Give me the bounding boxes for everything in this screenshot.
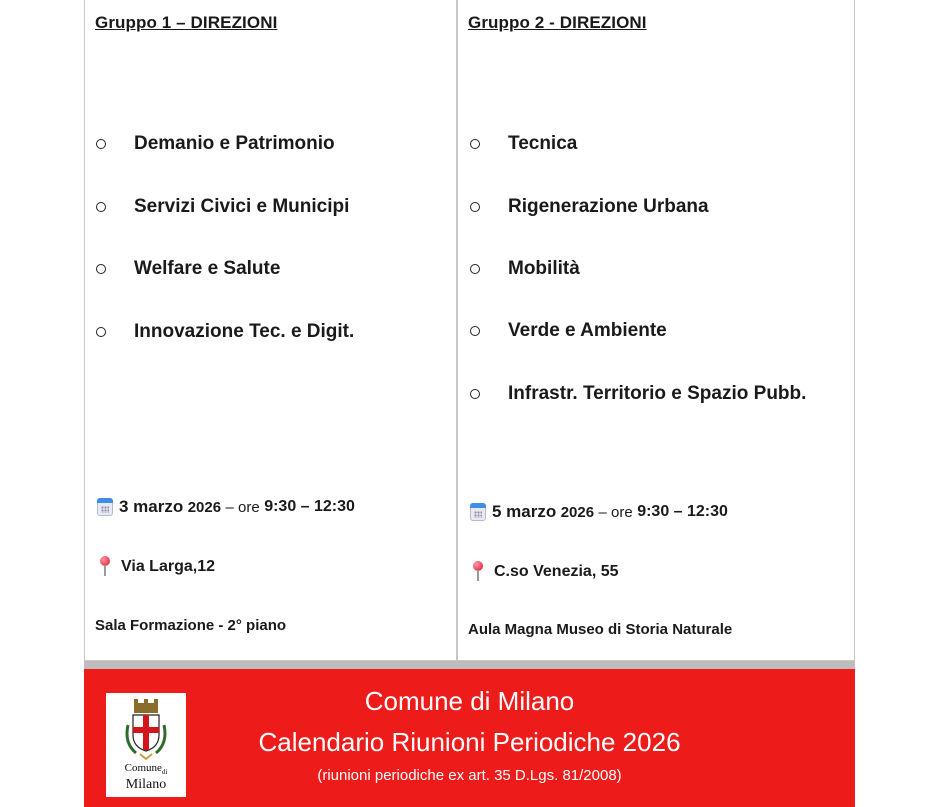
group2-item-label: Verde e Ambiente — [508, 320, 667, 341]
location-pin-icon — [470, 561, 486, 583]
group2-item-label: Rigenerazione Urbana — [508, 196, 709, 217]
group1-date: 3 marzo — [119, 497, 184, 516]
banner-note: (riunioni periodiche ex art. 35 D.Lgs. 81/2008) — [317, 767, 622, 784]
group2-date-line — [470, 502, 728, 522]
group1-item-label: Demanio e Patrimonio — [134, 133, 335, 154]
footer-banner — [84, 669, 855, 807]
location-pin-icon — [97, 556, 113, 578]
group2-year: 2026 — [560, 503, 595, 521]
group2-item — [470, 382, 806, 406]
group2-time-prefix: – ore — [598, 503, 633, 521]
logo-text-milano: Milano — [125, 777, 167, 793]
divider-bar — [84, 661, 855, 669]
group1-date-line — [97, 497, 355, 517]
group1-item-label: Welfare e Salute — [134, 258, 281, 279]
group2-title: Gruppo 2 - DIREZIONI — [468, 13, 647, 32]
circle-bullet-icon — [470, 389, 480, 399]
circle-bullet-icon — [470, 264, 480, 274]
group1-time-prefix: – ore — [225, 498, 260, 516]
circle-bullet-icon — [470, 139, 480, 149]
group1-item — [96, 320, 354, 344]
group1-item-label: Innovazione Tec. e Digit. — [134, 321, 355, 342]
circle-bullet-icon — [470, 326, 480, 336]
group1-address-line — [97, 556, 215, 578]
logo-text-comune: Comune — [124, 762, 162, 774]
group1-title: Gruppo 1 – DIREZIONI — [95, 13, 278, 32]
circle-bullet-icon — [96, 264, 106, 274]
group2-address-line — [470, 561, 619, 583]
circle-bullet-icon — [470, 202, 480, 212]
group2-item — [470, 319, 667, 343]
circle-bullet-icon — [96, 327, 106, 337]
logo-text-di: di — [161, 768, 168, 777]
group1-year: 2026 — [187, 498, 222, 516]
group2-date: 5 marzo — [492, 502, 557, 521]
banner-title: Comune di Milano — [364, 686, 575, 716]
group2-item — [470, 257, 580, 281]
group1-item — [96, 195, 349, 219]
group1-item-label: Servizi Civici e Municipi — [134, 196, 350, 217]
circle-bullet-icon — [96, 202, 106, 212]
group2-item — [470, 132, 577, 156]
group2-item-label: Infrastr. Territorio e Spazio Pubb. — [508, 383, 807, 404]
group2-time: 9:30 – 12:30 — [637, 503, 728, 520]
calendar-icon — [97, 498, 113, 516]
circle-bullet-icon — [96, 139, 106, 149]
group2-item-label: Tecnica — [508, 133, 578, 154]
group2-panel — [457, 0, 855, 661]
group1-panel — [84, 0, 457, 661]
group1-room: Sala Formazione - 2° piano — [95, 617, 287, 634]
group2-item — [470, 195, 709, 219]
banner-subtitle: Calendario Riunioni Periodiche 2026 — [258, 727, 681, 757]
group1-time: 9:30 – 12:30 — [264, 498, 355, 515]
group2-item-label: Mobilità — [508, 258, 580, 279]
group2-room: Aula Magna Museo di Storia Naturale — [468, 621, 733, 638]
calendar-icon — [470, 503, 486, 521]
group2-address: C.so Venezia, 55 — [494, 563, 619, 580]
group1-address: Via Larga,12 — [121, 558, 215, 575]
group1-item — [96, 257, 280, 281]
group1-item — [96, 132, 335, 156]
